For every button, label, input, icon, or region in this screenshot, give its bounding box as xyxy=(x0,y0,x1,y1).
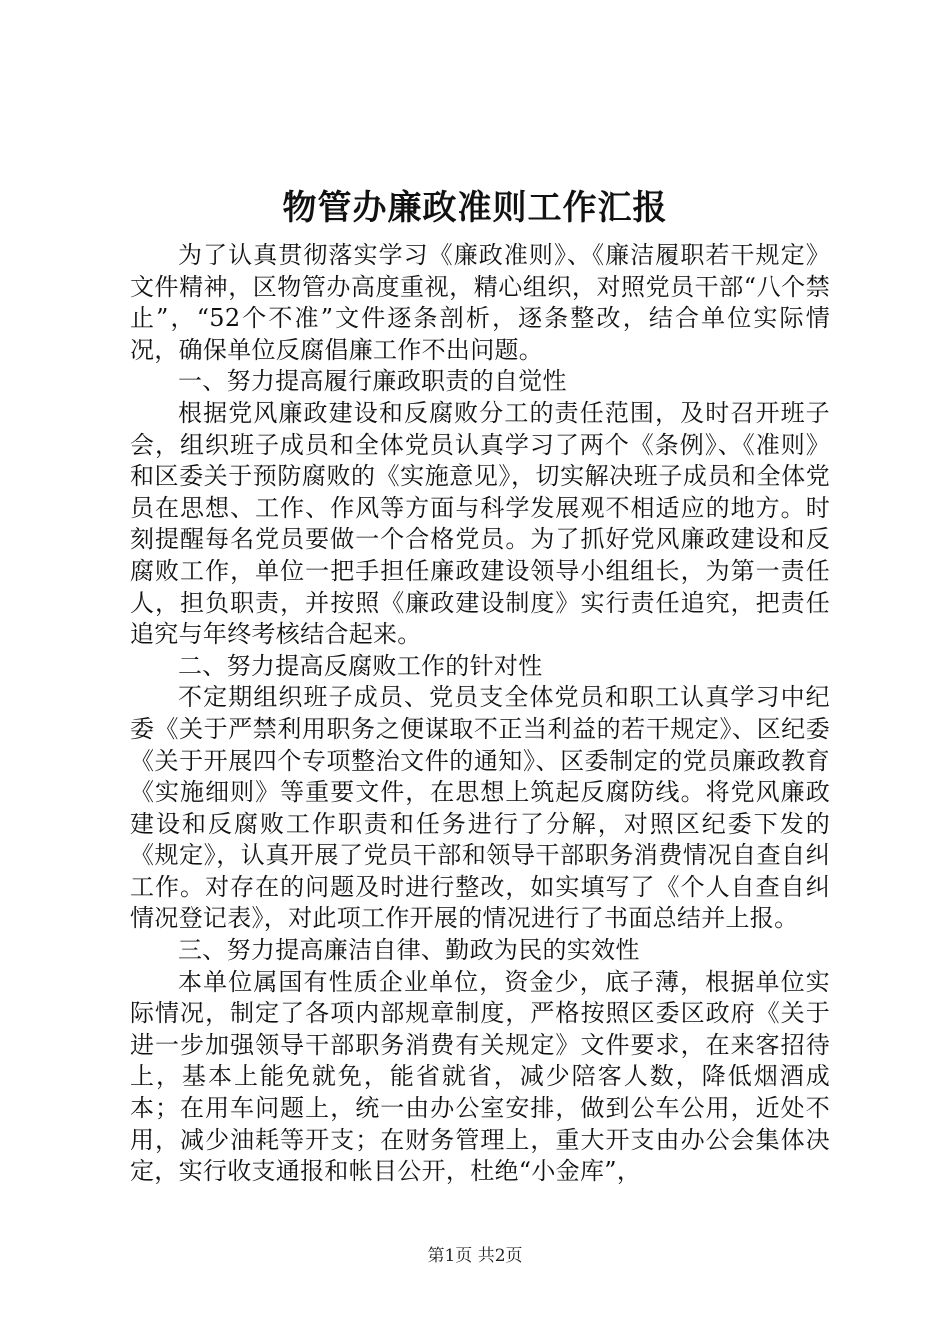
section-paragraph-3: 本单位属国有性质企业单位，资金少，底子薄，根据单位实际情况，制定了各项内部规章制度，严格按照区委区政府《关于进一步加强领导干部职务消费有关规定》文件要求，在来客招待上，基本上能免就免，能省就省，减少陪客人数，降低烟酒成本；在用车问题上，统一由办公室安排，做到公车公用，近处不用，减少油耗等开支；在财务管理上，重大开支由办公会集体决定，实行收支通报和帐目公开，杜绝“小金库”， xyxy=(130,967,830,1186)
section-paragraph-1: 根据党风廉政建设和反腐败分工的责任范围，及时召开班子会，组织班子成员和全体党员认真学习了两个《条例》、《准则》和区委关于预防腐败的《实施意见》，切实解决班子成员和全体党员在思想、工作、作风等方面与科学发展观不相适应的地方。时刻提醒每名党员要做一个合格党员。为了抓好党风廉政建设和反腐败工作，单位一把手担任廉政建设领导小组组长，为第一责任人，担负职责，并按照《廉政建设制度》实行责任追究，把责任追究与年终考核结合起来。 xyxy=(130,398,830,649)
page-number-footer: 第1页 共2页 xyxy=(427,1246,523,1266)
document-body xyxy=(130,240,830,1188)
section-heading-2: 二、努力提高反腐败工作的针对性 xyxy=(178,651,543,680)
document-title: 物管办廉政准则工作汇报 xyxy=(282,188,668,228)
section-paragraph-2: 不定期组织班子成员、党员支全体党员和职工认真学习中纪委《关于严禁利用职务之便谋取不正当利益的若干规定》、区纪委《关于开展四个专项整治文件的通知》、区委制定的党员廉政教育《实施细则》等重要文件，在思想上筑起反腐防线。将党风廉政建设和反腐败工作职责和任务进行了分解，对照区纪委下发的《规定》，认真开展了党员干部和领导干部职务消费情况自查自纠工作。对存在的问题及时进行整改，如实填写了《个人自查自纠情况登记表》，对此项工作开展的情况进行了书面总结并上报。 xyxy=(130,683,830,933)
section-heading-1: 一、努力提高履行廉政职责的自觉性 xyxy=(178,367,567,396)
intro-paragraph: 为了认真贯彻落实学习《廉政准则》、《廉洁履职若干规定》文件精神，区物管办高度重视，精心组织，对照党员干部“八个禁止”，“52个不准”文件逐条剖析，逐条整改，结合单位实际情况，确保单位反腐倡廉工作不出问题。 xyxy=(130,241,830,364)
section-heading-3: 三、努力提高廉洁自律、勤政为民的实效性 xyxy=(178,936,640,965)
